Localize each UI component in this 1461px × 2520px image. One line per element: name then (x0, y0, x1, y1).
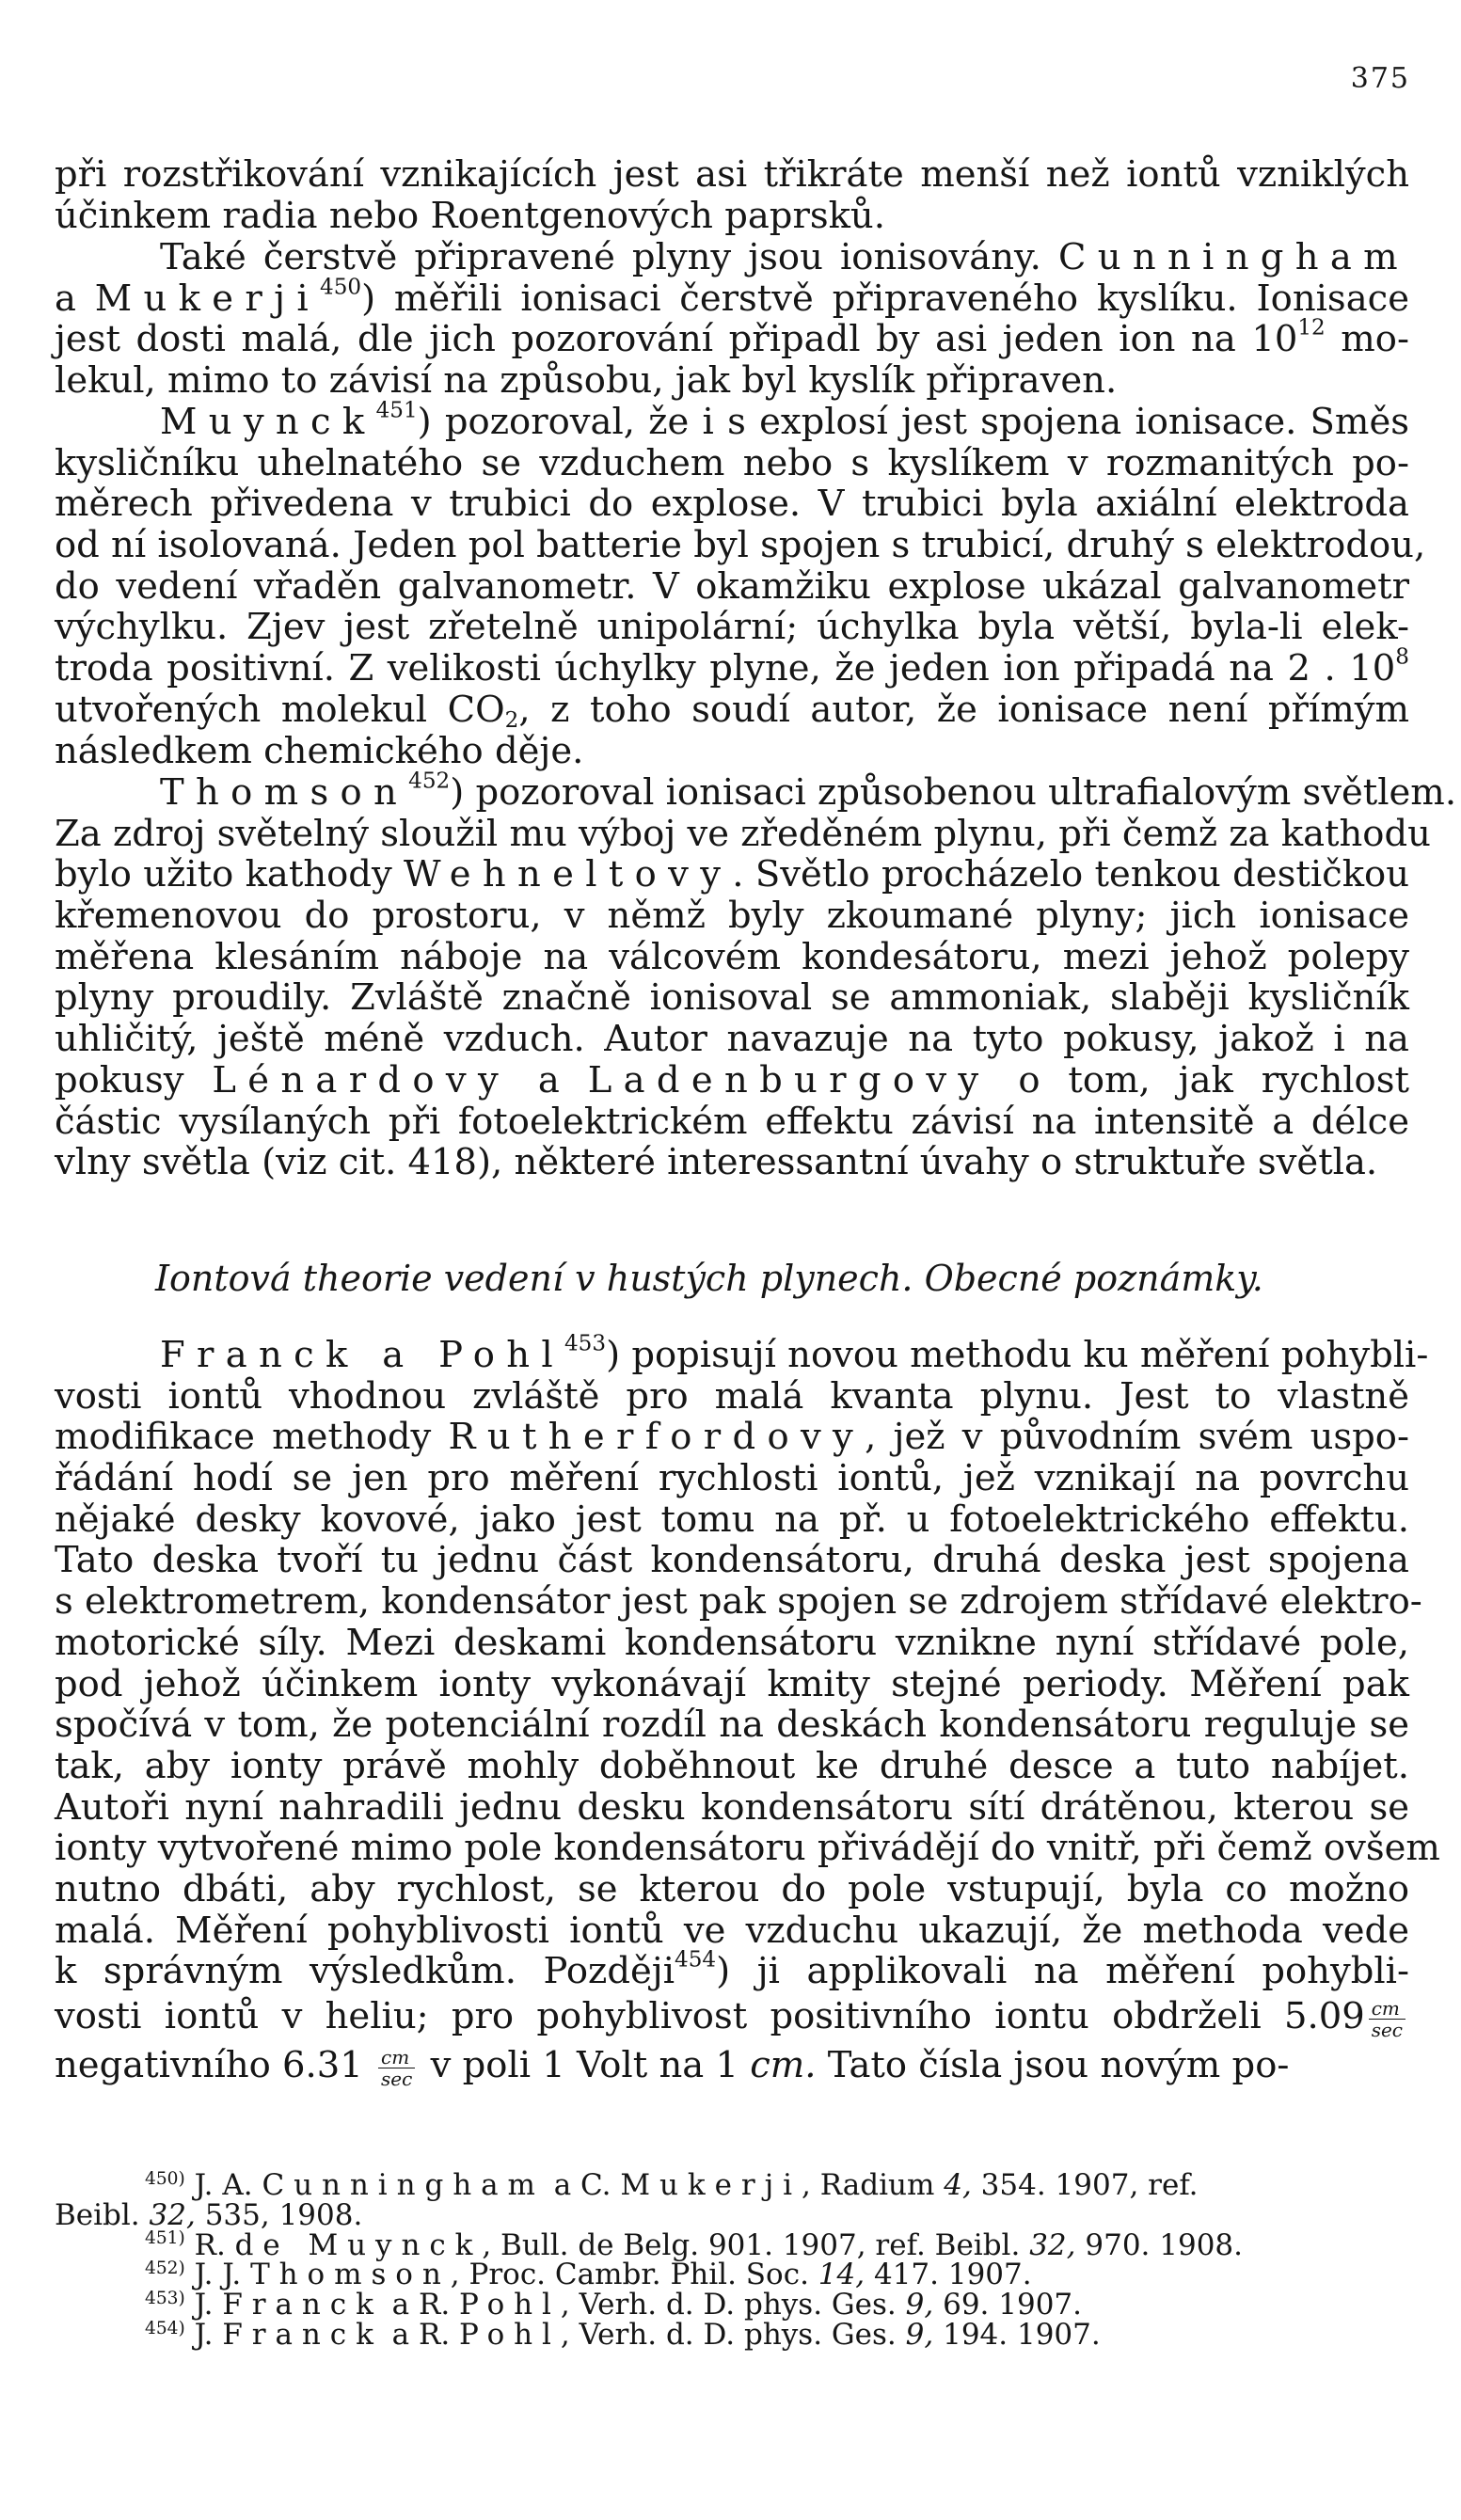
text-line: lekul, mimo to závisí na způsobu, jak byl kyslík připraven. (55, 359, 1118, 403)
text-line: řádání hodí se jen pro měření rychlosti iontů, jež vznikají na povrchu (55, 1457, 1409, 1500)
footnote: 451) R. de Muynck, Bull. de Belg. 901. 1907, ref. Beibl. 32, 970. 1908. (145, 2227, 1243, 2262)
footnote: 454) J. Franck a R. Pohl, Verh. d. D. phys. Ges. 9, 194. 1907. (145, 2317, 1101, 2352)
text-line: jest dosti malá, dle jich pozorování připadl by asi jeden ion na $10^{12}$ mo- (55, 316, 1409, 361)
text-line: Tato deska tvoří tu jednu část kondensátoru, druhá deska jest spojena (55, 1539, 1409, 1582)
author-name: Thomson (160, 771, 409, 814)
page-number: 375 (1350, 62, 1410, 95)
text-line: a Mukerji$^{450}$) měřili ionisaci čerstvě připraveného kyslíku. Ionisace (55, 275, 1409, 320)
text-line: vosti iontů vhodnou zvláště pro malá kvanta plynu. Jest to vlastně (55, 1374, 1409, 1418)
person-name: Ladenburgovy (587, 1058, 991, 1102)
text-line: Franck a Pohl$^{453}$) popisují novou methodu ku měření pohybli- (160, 1331, 1429, 1376)
text-line: vosti iontů v heliu; pro pohyblivost positivního iontu obdrželi 5.09 $\frac{cm}{\sec}$ (55, 1992, 1409, 2041)
person-name: Wehneltovy (404, 853, 733, 896)
author-name: Muynck (160, 401, 376, 443)
footnote: 450) J. A. Cunningham a C. Mukerji, Radium 4, 354. 1907, ref. (145, 2168, 1199, 2202)
paragraph-franck-pohl (55, 1331, 1440, 2090)
paragraph-thomson (55, 769, 1457, 1184)
text-line: Také čerstvě připravené plyny jsou ionisovány. Cunningham (160, 236, 1409, 278)
footnotes (55, 2168, 1409, 2352)
text-line: negativního 6.31 $\frac{cm}{\sec}$ v poli 1 Volt na 1 cm. Tato čísla jsou novým po- (55, 2044, 1290, 2090)
text-line: malá. Měření pohyblivosti iontů ve vzduchu ukazují, že methoda vede (55, 1909, 1409, 1952)
footnote-continuation: Beibl. 32, 535, 1908. (55, 2197, 363, 2232)
person-name: Lénardovy (212, 1058, 511, 1102)
text-line: kysličníku uhelnatého se vzduchem nebo s kyslíkem v rozmanitých po- (55, 441, 1409, 484)
text-line: plyny proudily. Zvláště značně ionisoval se ammoniak, slaběji kysličník (55, 976, 1409, 1020)
footnote: 453) J. Franck a R. Pohl, Verh. d. D. phys. Ges. 9, 69. 1907. (145, 2288, 1082, 2322)
text-line: pokusy Lénardovy a Ladenburgovy o tom, jak rychlost (55, 1058, 1409, 1102)
footnote-ref: 452 (408, 769, 451, 794)
author-name: Franck a Pohl (160, 1334, 564, 1376)
footnote-ref: 454 (675, 1948, 717, 1973)
text-line: při rozstřikování vznikajících jest asi třikráte menší než iontů vzniklých (55, 153, 1409, 196)
text-line: Muynck$^{451}$) pozoroval, že i s explosí jest spojena ionisace. Směs (160, 398, 1409, 443)
text-line: bylo užito kathody Wehneltovy. Světlo procházelo tenkou destičkou (55, 853, 1409, 896)
text-line: částic vysílaných při fotoelektrickém effektu závisí na intensitě a délce (55, 1100, 1409, 1143)
person-name: Rutherfordovy (448, 1416, 865, 1459)
text-line: troda positivní. Z velikosti úchylky plyne, že jeden ion připadá na 2 . $10^8$ (55, 644, 1409, 690)
text-line: modifikace methody Rutherfordovy, jež v původním svém uspo- (55, 1416, 1409, 1459)
section-heading: Iontová theorie vedení v hustých plynech. Obecné poznámky. (155, 1258, 1263, 1299)
text-line: vlny světla (viz cit. 418), některé interessantní úvahy o struktuře světla. (55, 1141, 1378, 1184)
footnote-ref: 453 (564, 1331, 607, 1356)
text-line: Thomson$^{452}$) pozoroval ionisaci způsobenou ultrafialovým světlem. (160, 769, 1457, 814)
text-line: spočívá v tom, že potenciální rozdíl na deskách kondensátoru reguluje se (55, 1704, 1409, 1747)
text-line: měřena klesáním náboje na válcovém kondesátoru, mezi jehož polepy (55, 935, 1409, 978)
text-line: do vedení vřaděn galvanometr. V okamžiku explose ukázal galvanometr (55, 564, 1409, 608)
text-line: následkem chemického děje. (55, 729, 584, 772)
text-line: ionty vytvořené mimo pole kondensátoru přivádějí do vnitř, při čemž ovšem (55, 1827, 1440, 1870)
unit-fraction: $\frac{cm}{\sec}$ (378, 2047, 415, 2089)
unit-fraction: $\frac{cm}{\sec}$ (1369, 1998, 1405, 2040)
text-line: výchylku. Zjev jest zřetelně unipolární; úchylka byla větší, byla-li elek- (55, 606, 1409, 649)
text-line: od ní isolovaná. Jeden pol batterie byl spojen s trubicí, druhý s elektrodou, (55, 524, 1426, 567)
paragraph-muynck (55, 398, 1426, 772)
text-line: motorické síly. Mezi deskami kondensátoru vznikne nyní střídavé pole, (55, 1621, 1409, 1664)
paragraph-continuation (55, 154, 1409, 236)
text-line: nutno dbáti, aby rychlost, se kterou do pole vstupují, byla co možno (55, 1867, 1409, 1910)
text-line: měrech přivedena v trubici do explose. V trubici byla axiální elektroda (55, 483, 1409, 526)
paragraph-cunningham (55, 237, 1409, 402)
text-line: křemenovou do prostoru, v němž byly zkoumané plyny; jich ionisace (55, 895, 1409, 938)
text-line: utvořených molekul $CO_2$, z toho soudí autor, že ionisace není přímým (55, 688, 1409, 733)
footnote: 452) J. J. Thomson, Proc. Cambr. Phil. Soc. 14, 417. 1907. (145, 2258, 1032, 2292)
text-line: účinkem radia nebo Roentgenových paprsků. (55, 194, 885, 237)
text-line: tak, aby ionty právě mohly doběhnout ke druhé desce a tuto nabíjet. (55, 1744, 1409, 1787)
text-line: uhličitý, ještě méně vzduch. Autor navazuje na tyto pokusy, jakož i na (55, 1018, 1409, 1061)
author-name: Cunningham (1057, 236, 1409, 278)
text-line: nějaké desky kovové, jako jest tomu na př. u fotoelektrického effektu. (55, 1498, 1409, 1541)
text-line: s elektrometrem, kondensátor jest pak spojen se zdrojem střídavé elektro- (55, 1580, 1422, 1624)
footnote-ref: 451 (375, 398, 418, 423)
author-name: Mukerji (94, 277, 320, 320)
text-line: Autoři nyní nahradili jednu desku kondensátoru sítí drátěnou, kterou se (55, 1785, 1409, 1829)
text-line: pod jehož účinkem ionty vykonávají kmity stejné periody. Měření pak (55, 1662, 1409, 1705)
footnote-ref: 450 (320, 275, 362, 300)
text-line: Za zdroj světelný sloužil mu výboj ve zředěném plynu, při čemž za kathodu (55, 812, 1431, 855)
text-line: k správným výsledkům. Později$^{454}$) ji applikovali na měření pohybli- (55, 1948, 1409, 1993)
